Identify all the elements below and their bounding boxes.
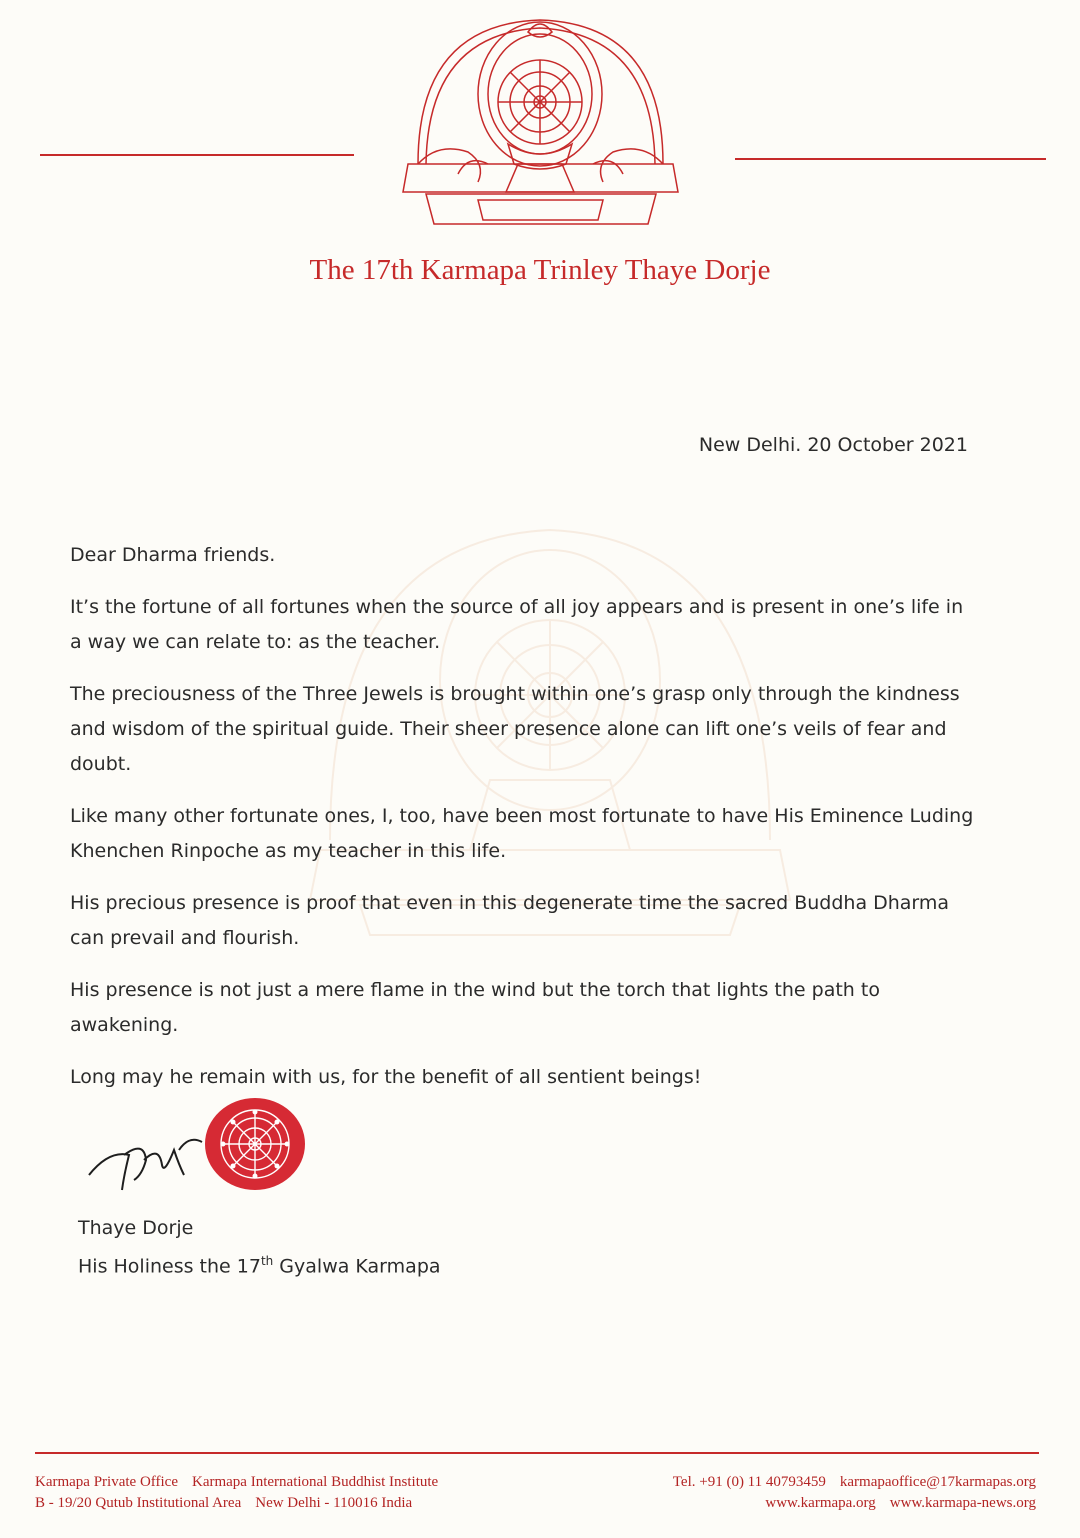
letter-body — [70, 538, 975, 1112]
signer-name: Thaye Dorje — [78, 1217, 194, 1239]
dharma-wheel-emblem-icon — [398, 14, 683, 236]
paragraph: Like many other fortunate ones, I, too, have been most fortunate to have His Eminence Luding Khenchen Rinpoche as my teacher in this life. — [70, 805, 974, 862]
footer-email[interactable]: karmapaoffice@17karmapas.org — [839, 1474, 1036, 1490]
signer-block — [78, 1212, 441, 1283]
footer-left — [35, 1472, 452, 1514]
paragraph: Long may he remain with us, for the benefit of all sentient beings! — [70, 1066, 702, 1088]
letterhead-rule-right — [735, 158, 1046, 160]
letter-date: New Delhi. 20 October 2021 — [698, 434, 968, 456]
red-seal-icon — [203, 1096, 307, 1192]
paragraph: His presence is not just a mere flame in the wind but the torch that lights the path to awakening. — [70, 979, 880, 1036]
letterhead-title: The 17th Karmapa Trinley Thaye Dorje — [309, 254, 771, 286]
footer-rule — [35, 1452, 1039, 1454]
greeting: Dear Dharma friends. — [70, 544, 276, 566]
paragraph: It’s the fortune of all fortunes when the source of all joy appears and is present in one’s life in a way we can relate to: as the teacher. — [70, 596, 964, 653]
signer-title-sup: th — [260, 1254, 274, 1268]
footer-right — [659, 1472, 1036, 1514]
letterhead-rule-left — [40, 154, 354, 156]
paragraph: The preciousness of the Three Jewels is brought within one’s grasp only through the kindness and wisdom of the spiritual guide. Their sheer presence alone can lift one’s veils of fear and doubt. — [70, 683, 960, 775]
signer-title — [78, 1245, 441, 1283]
footer-office: Karmapa Private Office — [35, 1474, 178, 1490]
footer-institute: Karmapa International Buddhist Institute — [192, 1474, 439, 1490]
footer-website1[interactable]: www.karmapa.org — [765, 1495, 876, 1511]
footer-address-line2: New Delhi - 110016 India — [255, 1495, 413, 1511]
footer-tel: Tel. +91 (0) 11 40793459 — [672, 1474, 826, 1490]
footer-website2[interactable]: www.karmapa-news.org — [889, 1495, 1036, 1511]
signer-title-prefix: His Holiness the 17 — [78, 1255, 261, 1278]
signer-title-suffix: Gyalwa Karmapa — [273, 1255, 441, 1278]
footer-address-line1: B - 19/20 Qutub Institutional Area — [35, 1495, 242, 1511]
handwritten-signature-icon — [84, 1120, 214, 1200]
paragraph: His precious presence is proof that even in this degenerate time the sacred Buddha Dharma can prevail and flourish. — [70, 892, 950, 949]
